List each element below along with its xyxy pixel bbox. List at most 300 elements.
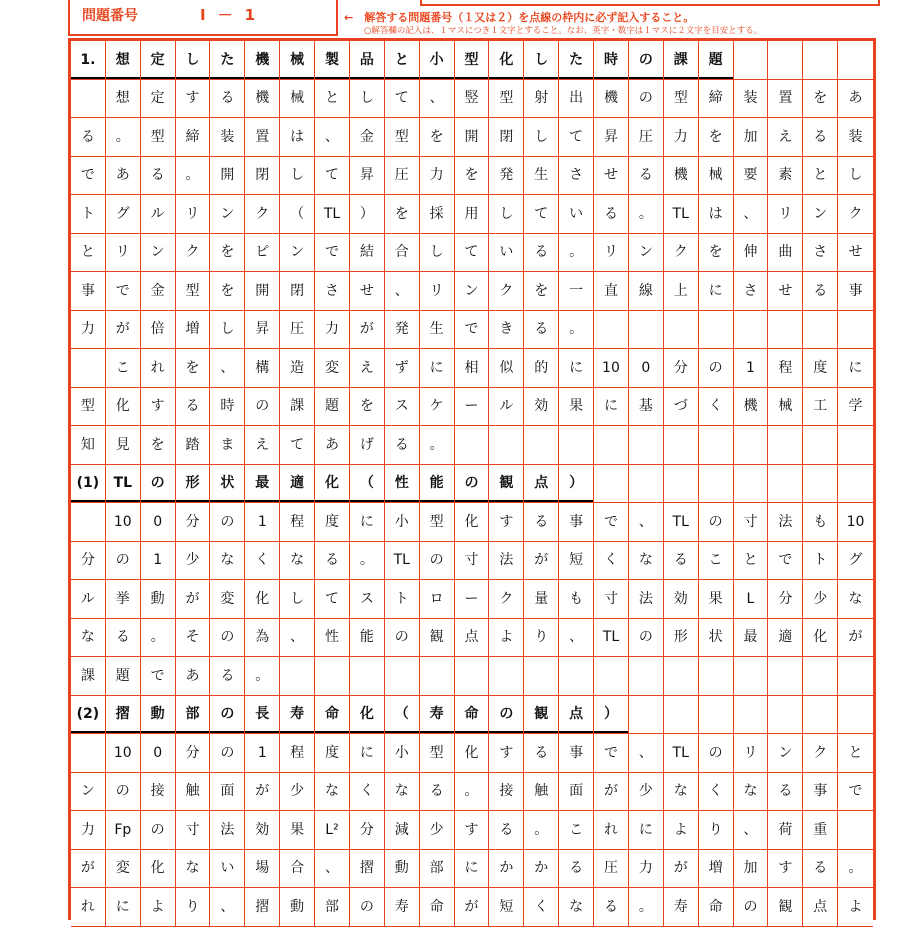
answer-cell: の	[106, 773, 141, 812]
question-number-digit: 1	[244, 6, 258, 24]
answer-cell: 要	[734, 157, 769, 196]
answer-cell: が	[71, 850, 106, 889]
answer-cell: か	[489, 850, 524, 889]
answer-cell: 挙	[106, 580, 141, 619]
empty-cell	[734, 311, 769, 350]
answer-cell: で	[141, 657, 176, 696]
answer-cell: 学	[838, 388, 873, 427]
answer-cell: は	[699, 195, 734, 234]
heading-cell: 性	[385, 465, 420, 504]
answer-cell: に	[455, 850, 490, 889]
answer-cell: 0	[629, 349, 664, 388]
answer-cell: を	[699, 118, 734, 157]
answer-cell: る	[489, 811, 524, 850]
answer-cell: 金	[350, 118, 385, 157]
empty-cell	[803, 657, 838, 696]
answer-cell: 寿	[664, 888, 699, 927]
answer-cell: 昇	[350, 157, 385, 196]
question-number-dash: －	[217, 6, 235, 24]
answer-cell: を	[176, 349, 211, 388]
answer-cell: す	[176, 80, 211, 119]
answer-cell: な	[315, 773, 350, 812]
answer-cell: ま	[210, 426, 245, 465]
heading-cell: 摺	[106, 696, 141, 735]
answer-cell: て	[559, 118, 594, 157]
answer-cell: 発	[385, 311, 420, 350]
answer-cell: 想	[106, 80, 141, 119]
answer-cell: と	[315, 80, 350, 119]
answer-cell: 接	[489, 773, 524, 812]
answer-cell: と	[734, 542, 769, 581]
heading-cell: 化	[489, 41, 524, 80]
answer-cell: 少	[176, 542, 211, 581]
answer-cell: 事	[803, 773, 838, 812]
answer-cell: り	[524, 619, 559, 658]
answer-cell: 生	[524, 157, 559, 196]
answer-cell: 開	[245, 272, 280, 311]
answer-cell: 10	[106, 734, 141, 773]
empty-cell	[664, 311, 699, 350]
heading-cell: 状	[210, 465, 245, 504]
heading-cell: 小	[420, 41, 455, 80]
answer-cell: 題	[106, 657, 141, 696]
answer-cell: 分	[664, 349, 699, 388]
answer-cell: ロ	[420, 580, 455, 619]
answer-cell: る	[594, 888, 629, 927]
heading-cell: ）	[594, 696, 629, 735]
answer-cell: 接	[141, 773, 176, 812]
empty-cell	[594, 465, 629, 504]
answer-cell: 分	[768, 580, 803, 619]
answer-cell: 型	[420, 503, 455, 542]
answer-cell: ン	[629, 234, 664, 273]
instruction-primary: ← 解答する問題番号（１又は２）を点線の枠内に必ず記入すること。	[344, 11, 695, 24]
answer-cell: 寸	[176, 811, 211, 850]
answer-cell: 化	[455, 503, 490, 542]
answer-cell: な	[210, 542, 245, 581]
empty-cell	[838, 311, 873, 350]
empty-cell	[594, 426, 629, 465]
answer-cell: て	[315, 157, 350, 196]
answer-cell: 変	[106, 850, 141, 889]
answer-cell: 、	[280, 619, 315, 658]
empty-cell	[838, 811, 873, 850]
answer-cell: る	[594, 195, 629, 234]
empty-cell	[455, 426, 490, 465]
empty-cell	[803, 41, 838, 80]
empty-cell	[664, 696, 699, 735]
answer-cell: れ	[71, 888, 106, 927]
answer-cell: グ	[838, 542, 873, 581]
answer-cell: が	[455, 888, 490, 927]
answer-cell: 少	[280, 773, 315, 812]
heading-cell: と	[385, 41, 420, 80]
answer-cell: な	[71, 619, 106, 658]
answer-cell: し	[524, 118, 559, 157]
answer-cell: 竪	[455, 80, 490, 119]
answer-cell: ン	[71, 773, 106, 812]
answer-cell: 。	[176, 157, 211, 196]
answer-cell: ク	[489, 580, 524, 619]
answer-cell: と	[838, 734, 873, 773]
answer-cell: 見	[106, 426, 141, 465]
answer-cell: TL	[594, 619, 629, 658]
empty-cell	[420, 657, 455, 696]
answer-cell: ク	[489, 272, 524, 311]
answer-cell: 法	[629, 580, 664, 619]
empty-cell	[71, 349, 106, 388]
answer-cell: の	[420, 542, 455, 581]
empty-cell	[699, 426, 734, 465]
answer-cell: 化	[106, 388, 141, 427]
empty-cell	[734, 696, 769, 735]
answer-cell: 摺	[350, 850, 385, 889]
answer-cell: 。	[629, 195, 664, 234]
answer-cell: ン	[280, 234, 315, 273]
heading-cell: 機	[245, 41, 280, 80]
answer-cell: に	[559, 349, 594, 388]
empty-cell	[838, 426, 873, 465]
answer-cell: 度	[315, 503, 350, 542]
answer-cell: ピ	[245, 234, 280, 273]
answer-cell: り	[699, 811, 734, 850]
answer-cell: 荷	[768, 811, 803, 850]
answer-cell: リ	[106, 234, 141, 273]
answer-cell: し	[280, 157, 315, 196]
answer-cell: 短	[489, 888, 524, 927]
answer-cell: 締	[176, 118, 211, 157]
answer-cell: 相	[455, 349, 490, 388]
answer-cell: リ	[420, 272, 455, 311]
answer-cell: 型	[489, 80, 524, 119]
answer-cell: 時	[210, 388, 245, 427]
heading-cell: し	[176, 41, 211, 80]
heading-cell: 題	[699, 41, 734, 80]
answer-cell: 素	[768, 157, 803, 196]
answer-cell: の	[385, 619, 420, 658]
answer-cell: 似	[489, 349, 524, 388]
answer-cell: し	[350, 80, 385, 119]
answer-cell: し	[838, 157, 873, 196]
answer-cell: を	[210, 234, 245, 273]
answer-cell: 加	[734, 118, 769, 157]
answer-cell: ク	[245, 195, 280, 234]
answer-cell: さ	[734, 272, 769, 311]
answer-cell: 。	[141, 619, 176, 658]
answer-cell: ケ	[420, 388, 455, 427]
answer-cell: 法	[210, 811, 245, 850]
answer-cell: 果	[280, 811, 315, 850]
heading-cell: 命	[455, 696, 490, 735]
heading-cell: (1)	[71, 465, 106, 504]
empty-cell	[71, 503, 106, 542]
answer-cell: ク	[803, 734, 838, 773]
answer-cell: て	[524, 195, 559, 234]
answer-cell: を	[803, 80, 838, 119]
answer-cell: 、	[315, 118, 350, 157]
empty-cell	[664, 426, 699, 465]
answer-cell: ト	[71, 195, 106, 234]
answer-cell: 用	[455, 195, 490, 234]
dotted-entry-box	[420, 0, 880, 6]
answer-cell: 、	[315, 850, 350, 889]
answer-cell: 。	[245, 657, 280, 696]
answer-cell: る	[559, 850, 594, 889]
answer-cell: 事	[838, 272, 873, 311]
answer-cell: あ	[838, 80, 873, 119]
heading-cell: の	[210, 696, 245, 735]
answer-cell: を	[385, 195, 420, 234]
answer-cell: し	[280, 580, 315, 619]
answer-cell: TL	[315, 195, 350, 234]
heading-cell: 定	[141, 41, 176, 80]
empty-cell	[734, 426, 769, 465]
answer-cell: 果	[559, 388, 594, 427]
answer-cell: 状	[699, 619, 734, 658]
answer-cell: 場	[245, 850, 280, 889]
answer-cell: 効	[245, 811, 280, 850]
heading-cell: 械	[280, 41, 315, 80]
answer-cell: 機	[664, 157, 699, 196]
empty-cell	[524, 426, 559, 465]
answer-cell: な	[629, 542, 664, 581]
empty-cell	[664, 657, 699, 696]
answer-cell: す	[489, 734, 524, 773]
answer-cell: が	[106, 311, 141, 350]
answer-cell: 機	[594, 80, 629, 119]
answer-cell: す	[141, 388, 176, 427]
answer-cell: ン	[141, 234, 176, 273]
answer-cell: 分	[176, 503, 211, 542]
answer-cell: 1	[245, 503, 280, 542]
answer-cell: く	[350, 773, 385, 812]
heading-cell: 化	[350, 696, 385, 735]
answer-cell: 少	[420, 811, 455, 850]
answer-cell: い	[489, 234, 524, 273]
answer-cell: 為	[245, 619, 280, 658]
answer-cell: 寸	[734, 503, 769, 542]
answer-cell: ス	[350, 580, 385, 619]
answer-cell: 重	[803, 811, 838, 850]
answer-cell: を	[420, 118, 455, 157]
answer-cell: 1	[141, 542, 176, 581]
answer-cell: を	[524, 272, 559, 311]
answer-cell: 型	[664, 80, 699, 119]
answer-cell: そ	[176, 619, 211, 658]
empty-cell	[734, 657, 769, 696]
answer-cell: 。	[524, 811, 559, 850]
answer-cell: せ	[594, 157, 629, 196]
heading-cell: 適	[280, 465, 315, 504]
answer-cell: 適	[768, 619, 803, 658]
heading-cell: 化	[315, 465, 350, 504]
answer-cell: グ	[106, 195, 141, 234]
answer-cell: る	[315, 542, 350, 581]
answer-cell: 課	[280, 388, 315, 427]
answer-cell: 点	[455, 619, 490, 658]
answer-cell: て	[385, 80, 420, 119]
answer-cell: 造	[280, 349, 315, 388]
empty-cell	[385, 657, 420, 696]
answer-cell: 性	[315, 619, 350, 658]
heading-cell: の	[489, 696, 524, 735]
answer-cell: 型	[71, 388, 106, 427]
answer-cell: 力	[71, 811, 106, 850]
answer-cell: る	[420, 773, 455, 812]
empty-cell	[699, 311, 734, 350]
answer-cell: 少	[629, 773, 664, 812]
answer-cell: 部	[420, 850, 455, 889]
empty-cell	[350, 657, 385, 696]
answer-cell: で	[838, 773, 873, 812]
empty-cell	[803, 311, 838, 350]
empty-cell	[629, 311, 664, 350]
answer-cell: 。	[106, 118, 141, 157]
answer-cell: 機	[734, 388, 769, 427]
answer-cell: よ	[838, 888, 873, 927]
answer-cell: 小	[385, 734, 420, 773]
answer-cell: で	[455, 311, 490, 350]
answer-cell: し	[210, 311, 245, 350]
answer-cell: 化	[803, 619, 838, 658]
answer-cell: く	[594, 542, 629, 581]
answer-cell: 工	[803, 388, 838, 427]
answer-cell: 度	[315, 734, 350, 773]
answer-cell: が	[838, 619, 873, 658]
answer-cell: る	[524, 734, 559, 773]
empty-cell	[768, 426, 803, 465]
heading-cell: 部	[176, 696, 211, 735]
heading-cell: 寿	[280, 696, 315, 735]
answer-cell: 程	[280, 503, 315, 542]
empty-cell	[768, 657, 803, 696]
answer-cell: 量	[524, 580, 559, 619]
heading-cell: （	[385, 696, 420, 735]
answer-cell: る	[71, 118, 106, 157]
heading-cell: 点	[524, 465, 559, 504]
answer-cell: 増	[699, 850, 734, 889]
answer-cell: れ	[141, 349, 176, 388]
answer-cell: の	[699, 503, 734, 542]
answer-cell: く	[699, 388, 734, 427]
answer-cell: の	[699, 349, 734, 388]
answer-cell: 。	[350, 542, 385, 581]
answer-cell: TL	[385, 542, 420, 581]
answer-cell: し	[420, 234, 455, 273]
empty-cell	[559, 657, 594, 696]
answer-cell: 装	[734, 80, 769, 119]
answer-cell: る	[210, 657, 245, 696]
answer-cell: る	[803, 118, 838, 157]
answer-cell: づ	[664, 388, 699, 427]
answer-cell: ）	[350, 195, 385, 234]
answer-cell: 観	[768, 888, 803, 927]
heading-cell: し	[524, 41, 559, 80]
empty-cell	[280, 657, 315, 696]
answer-cell: 小	[385, 503, 420, 542]
answer-cell: え	[245, 426, 280, 465]
answer-cell: 。	[420, 426, 455, 465]
answer-cell: 、	[734, 195, 769, 234]
answer-cell: も	[803, 503, 838, 542]
answer-cell: 開	[210, 157, 245, 196]
heading-cell: の	[629, 41, 664, 80]
answer-grid	[68, 38, 876, 920]
heading-cell: TL	[106, 465, 141, 504]
answer-cell: 触	[176, 773, 211, 812]
heading-cell: 寿	[420, 696, 455, 735]
instruction-secondary: ○解答欄の記入は、１マスにつき１文字とすること。なお、英字・数字は１マスに２文字を目安とする。	[364, 26, 763, 36]
empty-cell	[559, 426, 594, 465]
answer-cell: も	[559, 580, 594, 619]
answer-cell: 、	[629, 734, 664, 773]
answer-cell: 、	[385, 272, 420, 311]
answer-cell: 閉	[245, 157, 280, 196]
answer-cell: 分	[350, 811, 385, 850]
answer-cell: 一	[559, 272, 594, 311]
answer-cell: L²	[315, 811, 350, 850]
answer-cell: 命	[699, 888, 734, 927]
answer-cell: 械	[768, 388, 803, 427]
answer-cell: し	[489, 195, 524, 234]
answer-cell: 部	[315, 888, 350, 927]
answer-cell: 力	[71, 311, 106, 350]
answer-cell: せ	[768, 272, 803, 311]
answer-cell: 事	[559, 503, 594, 542]
empty-cell	[838, 41, 873, 80]
answer-cell: 0	[141, 734, 176, 773]
answer-cell: せ	[350, 272, 385, 311]
answer-cell: 知	[71, 426, 106, 465]
answer-cell: 曲	[768, 234, 803, 273]
answer-cell: 、	[210, 349, 245, 388]
answer-cell: に	[838, 349, 873, 388]
empty-cell	[455, 657, 490, 696]
heading-cell: 命	[315, 696, 350, 735]
answer-cell: げ	[350, 426, 385, 465]
answer-cell: の	[629, 80, 664, 119]
answer-cell: る	[524, 311, 559, 350]
answer-cell: 力	[664, 118, 699, 157]
answer-cell: る	[524, 503, 559, 542]
answer-cell: ル	[71, 580, 106, 619]
answer-cell: 圧	[629, 118, 664, 157]
answer-cell: 分	[71, 542, 106, 581]
answer-cell: 程	[280, 734, 315, 773]
answer-cell: 動	[385, 850, 420, 889]
heading-cell: 能	[420, 465, 455, 504]
answer-cell: 変	[210, 580, 245, 619]
answer-cell: り	[176, 888, 211, 927]
empty-cell	[768, 696, 803, 735]
answer-cell: 。	[559, 234, 594, 273]
answer-cell: 圧	[385, 157, 420, 196]
answer-cell: 事	[71, 272, 106, 311]
empty-cell	[838, 696, 873, 735]
answer-cell: よ	[664, 811, 699, 850]
empty-cell	[838, 465, 873, 504]
answer-cell: L	[734, 580, 769, 619]
answer-cell: は	[280, 118, 315, 157]
answer-cell: 化	[141, 850, 176, 889]
answer-cell: 型	[141, 118, 176, 157]
heading-cell: た	[210, 41, 245, 80]
empty-cell	[803, 426, 838, 465]
answer-cell: 動	[141, 580, 176, 619]
answer-cell: 昇	[245, 311, 280, 350]
question-number-category: Ⅰ	[200, 6, 208, 24]
empty-cell	[489, 657, 524, 696]
